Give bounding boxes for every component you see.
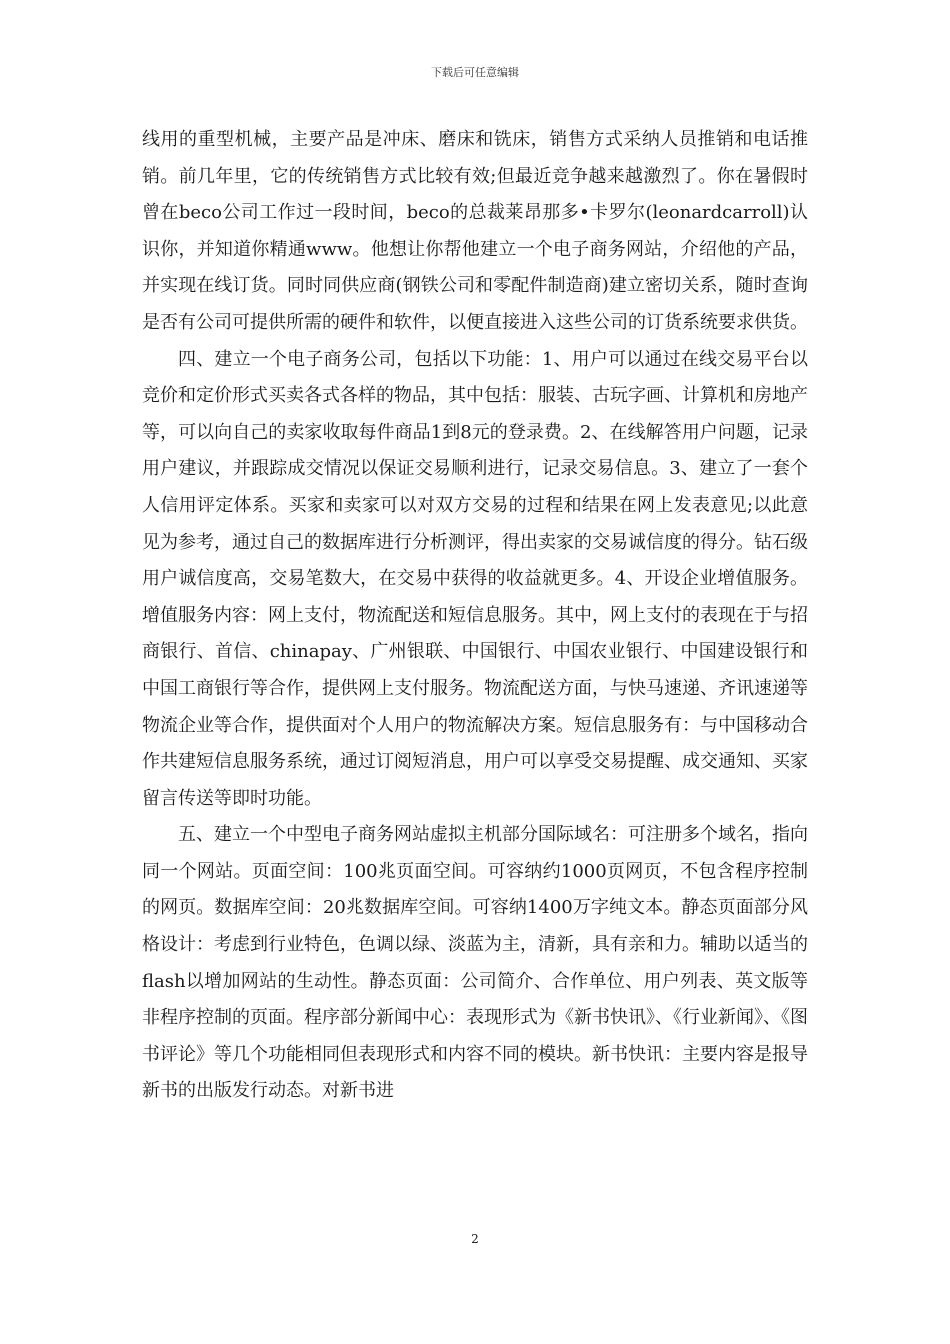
page-header: 下载后可任意编辑 [431,66,519,79]
paragraph-continued: 线用的重型机械，主要产品是冲床、磨床和铣床，销售方式采纳人员推销和电话推销。前几年里，它的传统销售方式比较有效;但最近竞争越来越激烈了。你在暑假时曾在beco公司工作过一段时间，beco的总裁莱昂那多•卡罗尔(leonardcarroll)认识你，并知道你精通www。他想让你帮他建立一个电子商务网站，介绍他的产品，并实现在线订货。同时同供应商(钢铁公司和零配件制造商)建立密切关系，随时查询是否有公司可提供所需的硬件和软件，以便直接进入这些公司的订货系统要求供货。 [142,129,808,333]
paragraph-section-five: 五、建立一个中型电子商务网站虚拟主机部分国际域名：可注册多个域名，指向同一个网站。页面空间：100兆页面空间。可容纳约1000页网页，不包含程序控制的网页。数据库空间：20兆数据库空间。可容纳1400万字纯文本。静态页面部分风格设计：考虑到行业特色，色调以绿、淡蓝为主，清新，具有亲和力。辅助以适当的flash以增加网站的生动性。静态页面：公司简介、合作单位、用户列表、英文版等非程序控制的页面。程序部分新闻中心：表现形式为《新书快讯》、《行业新闻》、《图书评论》等几个功能相同但表现形式和内容不同的模块。新书快讯：主要内容是报导新书的出版发行动态。对新书进 [142,824,808,1102]
document-body [142,122,808,1110]
page-number: 2 [471,1232,479,1246]
paragraph-section-four: 四、建立一个电子商务公司，包括以下功能：1、用户可以通过在线交易平台以竞价和定价形式买卖各式各样的物品，其中包括：服装、古玩字画、计算机和房地产等，可以向自己的卖家收取每件商品1到8元的登录费。2、在线解答用户问题，记录用户建议，并跟踪成交情况以保证交易顺利进行，记录交易信息。3、建立了一套个人信用评定体系。买家和卖家可以对双方交易的过程和结果在网上发表意见;以此意见为参考，通过自己的数据库进行分析测评，得出卖家的交易诚信度的得分。钻石级用户诚信度高，交易笔数大，在交易中获得的收益就更多。4、开设企业增值服务。增值服务内容：网上支付，物流配送和短信息服务。其中，网上支付的表现在于与招商银行、首信、chinapay、广州银联、中国银行、中国农业银行、中国建设银行和中国工商银行等合作，提供网上支付服务。物流配送方面，与快马速递、齐讯速递等物流企业等合作，提供面对个人用户的物流解决方案。短信息服务有：与中国移动合作共建短信息服务系统，通过订阅短消息，用户可以享受交易提醒、成交通知、买家留言传送等即时功能。 [142,348,808,809]
